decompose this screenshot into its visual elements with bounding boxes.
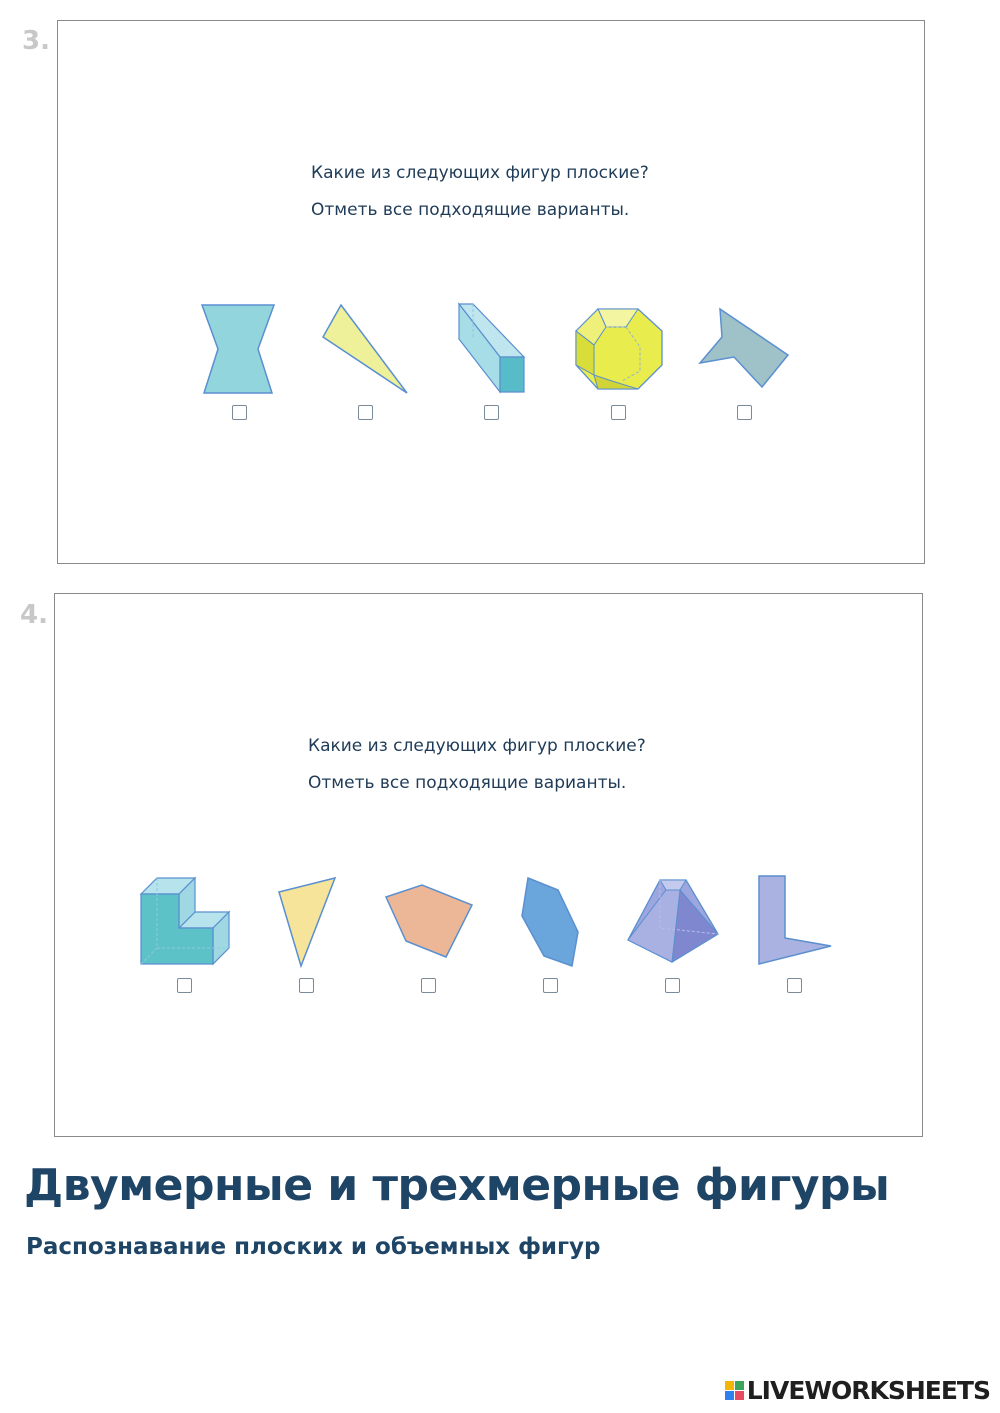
answer-checkbox-5[interactable] (665, 978, 680, 993)
liveworksheets-logo-icon (725, 1381, 744, 1400)
answer-checkbox-4[interactable] (611, 405, 626, 420)
pentagon-shape (384, 883, 474, 959)
logo-square (735, 1391, 744, 1400)
rectangular-prism-shape (456, 301, 528, 395)
question-card-3 (57, 20, 925, 564)
answer-checkbox-3[interactable] (421, 978, 436, 993)
answer-checkbox-2[interactable] (299, 978, 314, 993)
hourglass-trapezoid-shape (200, 303, 276, 395)
l-shape-shape (757, 874, 833, 968)
hexagon-shape (520, 876, 582, 968)
liveworksheets-logo[interactable] (725, 1376, 990, 1405)
brand-name: LIVEWORKSHEETS (746, 1376, 990, 1405)
question-instruction: Отметь все подходящие варианты. (308, 773, 627, 793)
arrow-polygon-shape (698, 307, 790, 391)
worksheet-title: Двумерные и трехмерные фигуры (24, 1160, 890, 1211)
question-instruction: Отметь все подходящие варианты. (311, 200, 630, 220)
answer-checkbox-6[interactable] (787, 978, 802, 993)
question-prompt (308, 728, 646, 802)
frustum-shape (626, 876, 720, 966)
octagonal-prism-shape (572, 305, 666, 393)
thin-triangle-shape (321, 303, 409, 395)
worksheet-subtitle: Распознавание плоских и объемных фигур (26, 1234, 601, 1260)
l-shaped-prism-shape (139, 874, 231, 968)
answer-checkbox-4[interactable] (543, 978, 558, 993)
answer-checkbox-3[interactable] (484, 405, 499, 420)
question-number: 4. (20, 600, 48, 630)
triangle-shape (277, 876, 337, 968)
question-number: 3. (22, 26, 50, 56)
answer-checkbox-2[interactable] (358, 405, 373, 420)
question-text: Какие из следующих фигур плоские? (308, 736, 646, 756)
answer-checkbox-5[interactable] (737, 405, 752, 420)
logo-square (725, 1391, 734, 1400)
question-text: Какие из следующих фигур плоские? (311, 163, 649, 183)
logo-square (735, 1381, 744, 1390)
answer-checkbox-1[interactable] (232, 405, 247, 420)
question-card-4 (54, 593, 923, 1137)
question-prompt (311, 155, 649, 229)
answer-checkbox-1[interactable] (177, 978, 192, 993)
logo-square (725, 1381, 734, 1390)
